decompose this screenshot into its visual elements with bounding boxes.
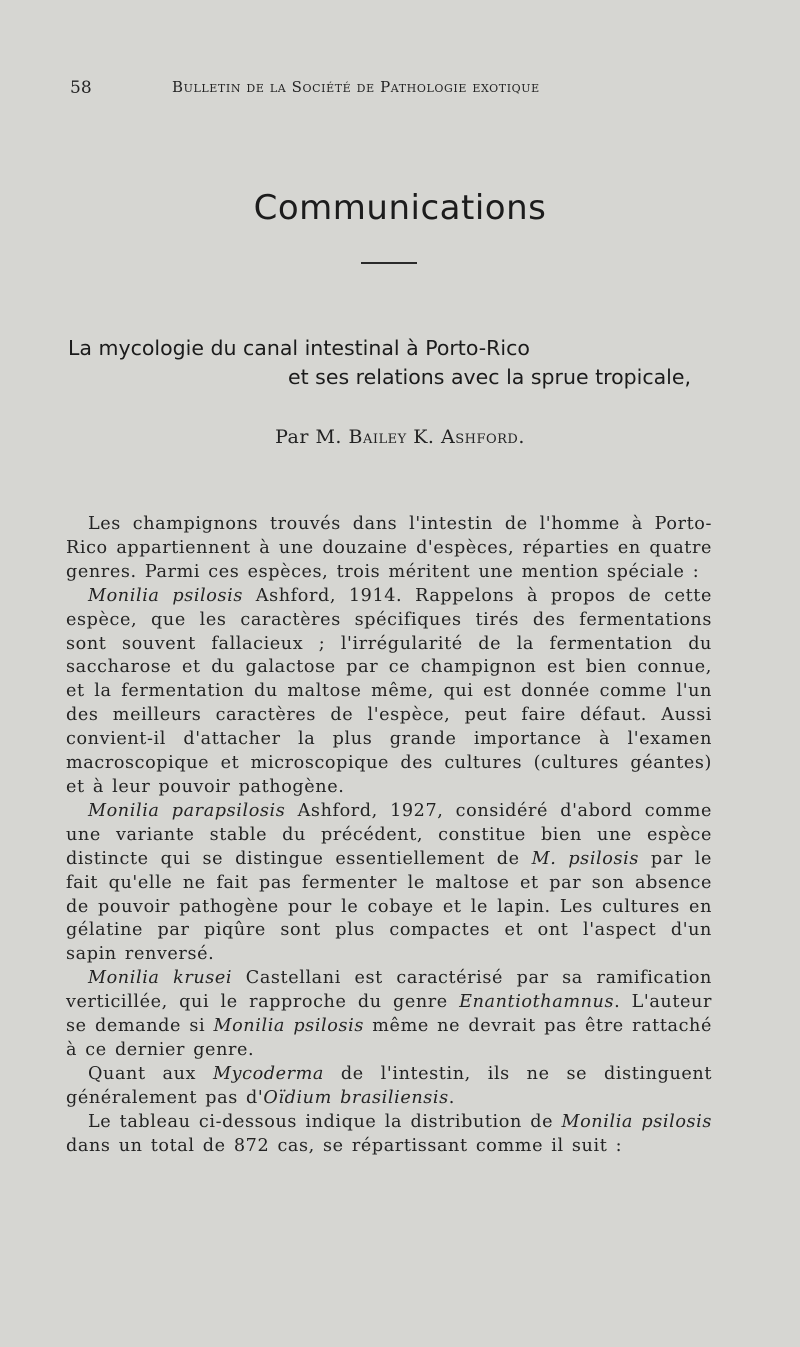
species-reference: Oïdium brasiliensis <box>263 1087 449 1108</box>
paragraph-text: Ashford, 1914. Rappelons à propos de cette espèce, que les caractères spécifiques tirés des fermentations sont souvent fallacieux ; l'irrégularité de la fermentation du saccharose et du galactose par ce champignon est bien connue, et la fermentation du maltose même, qui est donnée comme l'un des meilleurs caractères de l'espèce, peut faire défaut. Aussi convient-il d'attacher la plus grande importance à l'examen macroscopique et microscopique des cultures (cultures géantes) et à leur pouvoir pathogène. <box>66 585 712 797</box>
paragraph-text: Quant aux <box>88 1063 213 1084</box>
genus-name: Enantiothamnus <box>459 992 615 1013</box>
species-reference: Monilia psilosis <box>213 1016 364 1037</box>
paragraph-text: de l'intestin, ils ne se distinguent généralement pas d' <box>66 1063 712 1108</box>
page-header <box>70 78 730 102</box>
genus-name: Mycoderma <box>212 1063 325 1084</box>
paragraph-monilia-psilosis <box>66 585 712 800</box>
article-title-line-2: et ses relations avec la sprue tropicale, <box>288 365 692 389</box>
species-reference: M. psilosis <box>531 848 639 869</box>
paragraph-text: Ashford, 1927, considéré d'abord comme une variante stable du précédent, constitue bien une espèce distincte qui se distingue essentiellement de <box>66 800 712 869</box>
paragraph-text: par le fait qu'elle ne fait pas fermenter le maltose et par son absence de pouvoir pathogène pour le cobaye et le lapin. Les cultures en gélatine par piqûre sont plus compactes et ont l'aspect d'un sapin renversé. <box>66 848 712 965</box>
paragraph-intro: Les champignons trouvés dans l'intestin de l'homme à Porto-Rico appartiennent à une douzaine d'espèces, réparties en quatre genres. Parmi ces espèces, trois méritent une mention spéciale : <box>66 514 712 582</box>
page-number: 58 <box>70 78 92 98</box>
species-reference: Monilia psilosis <box>561 1111 712 1132</box>
article-byline <box>0 426 800 448</box>
species-name: Monilia krusei <box>88 968 233 989</box>
paragraph-text: dans un total de 872 cas, se répartissant comme il suit : <box>66 1135 623 1156</box>
article-title-line-1: La mycologie du canal intestinal à Porto-Rico <box>68 336 530 360</box>
paragraph-monilia-parapsilosis <box>66 800 712 967</box>
paragraph-text: . <box>448 1087 455 1108</box>
paragraph-monilia-krusei <box>66 967 712 1063</box>
running-head: Bulletin de la Société de Pathologie exotique <box>172 78 540 96</box>
title-rule <box>361 262 417 264</box>
species-name: Monilia parapsilosis <box>88 800 286 821</box>
paragraph-text: Le tableau ci-dessous indique la distribution de <box>88 1111 562 1132</box>
paragraph-text: . L'auteur se demande si <box>66 992 712 1037</box>
paragraph-mycoderma <box>66 1063 712 1111</box>
species-name: Monilia psilosis <box>88 585 243 606</box>
section-title: Communications <box>253 188 547 228</box>
article-body <box>66 513 712 1158</box>
byline-prefix: Par M. <box>275 426 349 448</box>
paragraph-text: même ne devrait pas être rattaché à ce dernier genre. <box>66 1016 712 1060</box>
paragraph-text: Castellani est caractérisé par sa ramification verticillée, qui le rapproche du genre <box>66 968 712 1013</box>
byline-author: Bailey K. Ashford. <box>348 426 525 448</box>
paragraph-table-intro <box>66 1111 712 1159</box>
